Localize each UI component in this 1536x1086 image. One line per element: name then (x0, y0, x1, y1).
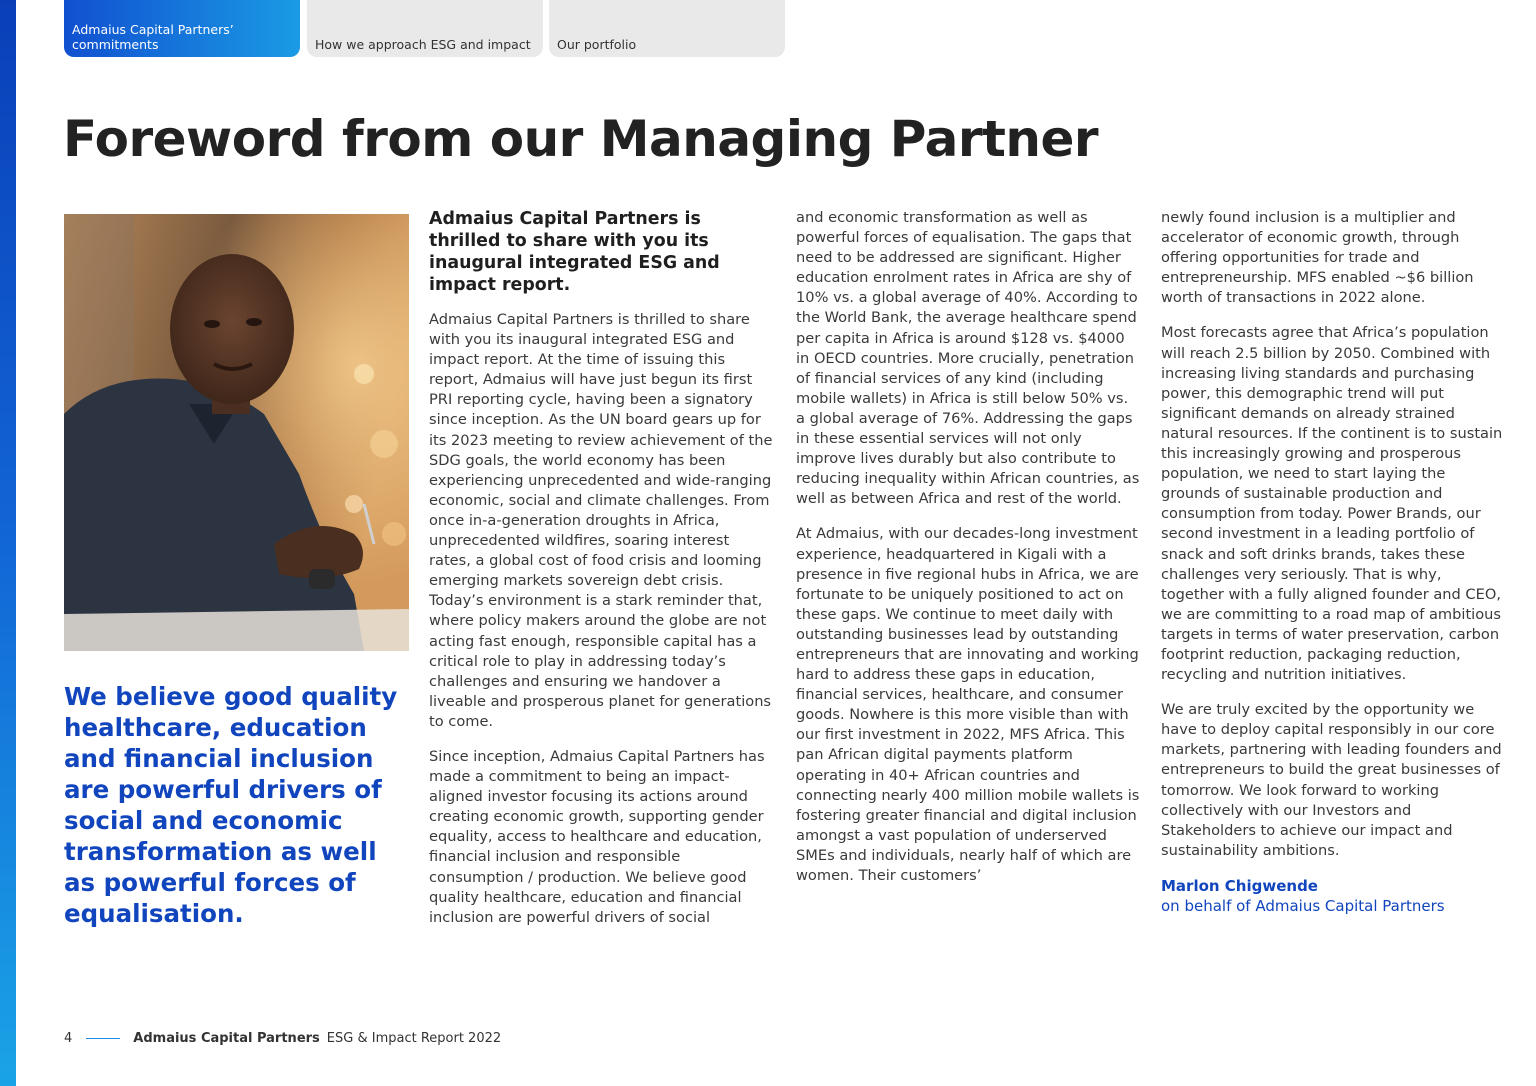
text-column-1 (429, 208, 774, 943)
tab-esg-approach[interactable] (307, 0, 543, 57)
text-column-3 (1161, 208, 1506, 916)
text-column-2 (796, 208, 1141, 901)
tab-commitments-label: Admaius Capital Partners’ commitments (72, 22, 234, 52)
body-paragraph-6: Most forecasts agree that Africa’s population will reach 2.5 billion by 2050. Combined with increasing living standards and purchasing power, this demographic trend will put significant demands on already strained natural resources. If the continent is to sustain this increasingly growing and prosperous population, we need to start laying the grounds of sustainable production and consumption from today. Power Brands, our second investment in a leading portfolio of snack and soft drinks brands, takes these challenges very seriously. That is why, together with a fully aligned founder and CEO, we are committing to a road map of ambitious targets in terms of water preservation, carbon footprint reduction, packaging reduction, recycling and nutrition initiatives. (1161, 324, 1503, 684)
tab-portfolio-label: Our portfolio (557, 37, 637, 52)
intro-paragraph: Admaius Capital Partners is thrilled to share with you its inaugural integrated ESG and impact report. (429, 209, 720, 295)
body-paragraph-7: We are truly excited by the opportunity we have to deploy capital responsibly in our core markets, partnering with leading founders and entrepreneurs to build the great businesses of tomorrow. We look forward to working collectively with our Investors and Stakeholders to achieve our impact and sustainability ambitions. (1161, 701, 1502, 859)
side-accent-bar (0, 0, 16, 1086)
page-number: 4 (64, 1031, 73, 1046)
tab-portfolio[interactable] (549, 0, 785, 57)
managing-partner-photo (64, 214, 409, 651)
signature-name: Marlon Chigwende (1161, 876, 1318, 895)
signature-role: on behalf of Admaius Capital Partners (1161, 896, 1445, 915)
body-paragraph-5: newly found inclusion is a multiplier and accelerator of economic growth, through offering opportunities for trade and entrepreneurship. MFS enabled ~$6 billion worth of transactions in 2022 alone. (1161, 209, 1474, 307)
page-title: Foreword from our Managing Partner (63, 110, 1099, 168)
body-paragraph-1: Admaius Capital Partners is thrilled to share with you its inaugural integrated ESG and impact report. At the time of issuing this report, Admaius will have just begun its first PRI reporting cycle, having been a signatory since inception. As the UN board gears up for its 2023 meeting to review achievement of the SDG goals, the world economy has been experiencing unprecedented and wide-ranging economic, social and climate challenges. From once in-a-generation droughts in Africa, unprecedented wildfires, soaring interest rates, a global cost of food crisis and looming emerging markets sovereign debt crisis. Today’s environment is a stark reminder that, where policy makers around the globe are not acting fast enough, responsible capital has a critical role to play in addressing today’s challenges and ensuring we handover a liveable and prosperous planet for generations to come. (429, 311, 773, 730)
pull-quote: We believe good quality healthcare, education and financial inclusion are powerful drivers of social and economic transformation as well as powerful forces of equalisation. (64, 682, 398, 928)
tab-commitments[interactable] (64, 0, 300, 57)
page-footer (64, 1031, 501, 1046)
tab-esg-approach-label: How we approach ESG and impact (315, 37, 531, 52)
footer-brand: Admaius Capital Partners (133, 1031, 320, 1046)
body-paragraph-4: At Admaius, with our decades-long investment experience, headquartered in Kigali with a presence in five regional hubs in Africa, we are fortunate to be uniquely positioned to act on these gaps. We continue to meet daily with outstanding businesses lead by outstanding entrepreneurs that are innovating and working hard to address these gaps in education, financial services, healthcare, and consumer goods. Nowhere is this more visible than with our first investment in 2022, MFS Africa. This pan African digital payments platform operating in 40+ African countries and connecting nearly 400 million mobile wallets is fostering greater financial and digital inclusion amongst a vast population of underserved SMEs and individuals, nearly half of which are women. Their customers’ (796, 525, 1140, 884)
footer-report-name: ESG & Impact Report 2022 (326, 1031, 502, 1046)
footer-divider (86, 1038, 120, 1039)
body-paragraph-3: and economic transformation as well as powerful forces of equalisation. The gaps that need to be addressed are significant. Higher education enrolment rates in Africa are shy of 10% vs. a global average of 40%. According to the World Bank, the average healthcare spend per capita in Africa is around $128 vs. $4000 in OECD countries. More crucially, penetration of financial services of any kind (including mobile wallets) in Africa is still below 50% vs. a global average of 76%. Addressing the gaps in these essential services will not only improve lives durably but also contribute to reducing inequality within African countries, as well as between Africa and rest of the world. (796, 209, 1140, 508)
body-paragraph-2: Since inception, Admaius Capital Partners has made a commitment to being an impact-aligned investor focusing its actions around creating economic growth, supporting gender equality, access to healthcare and education, financial inclusion and responsible consumption / production. We believe good quality healthcare, education and financial inclusion are powerful drivers of social (429, 747, 765, 926)
